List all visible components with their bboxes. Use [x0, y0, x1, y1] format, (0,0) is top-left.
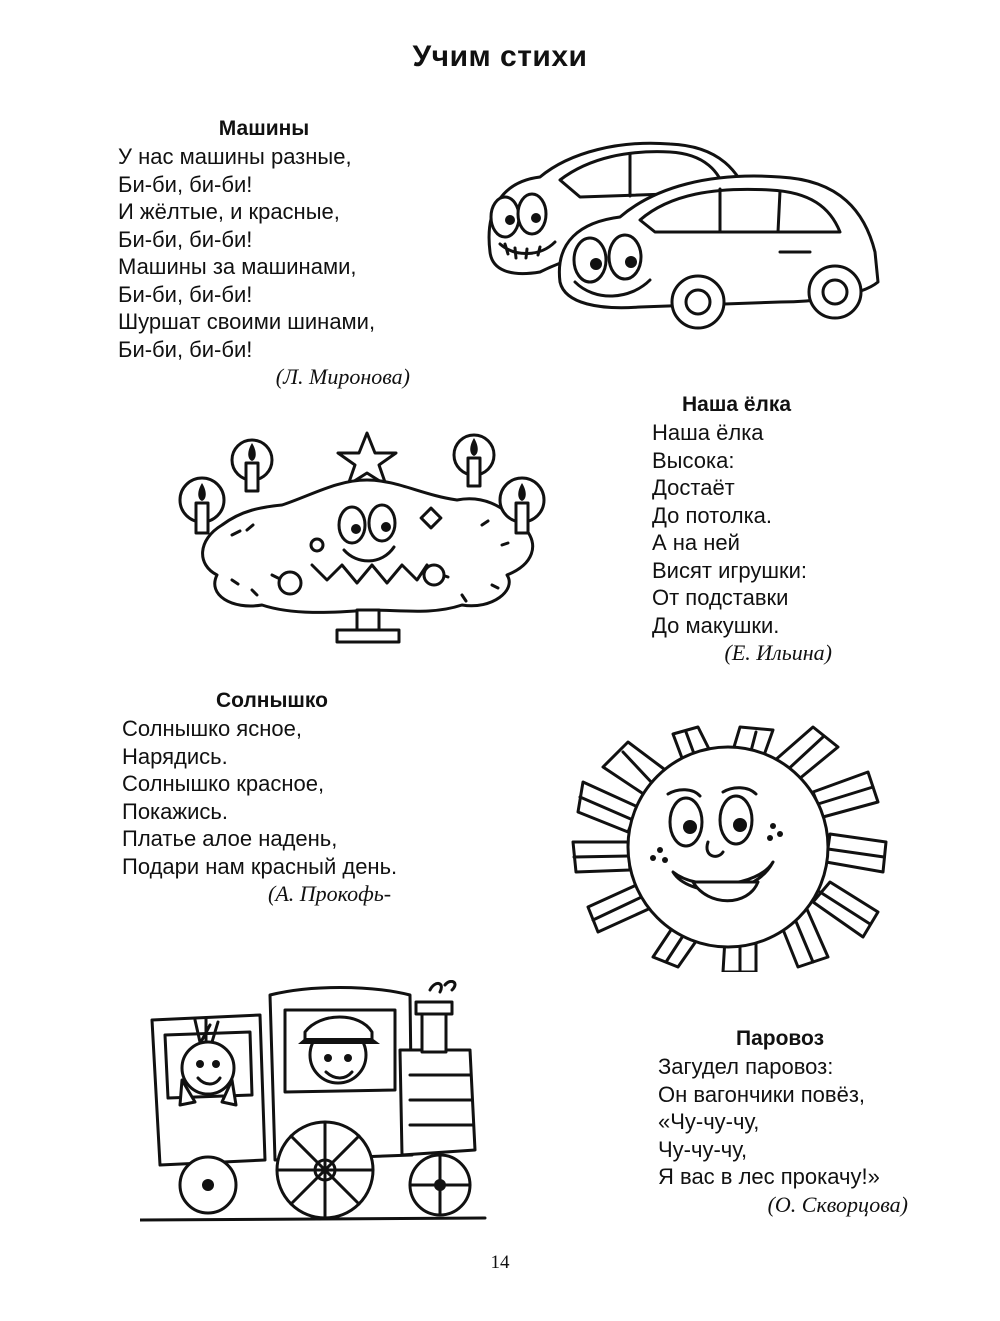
sun-illustration — [568, 722, 888, 972]
poem-line: От подставки — [652, 585, 789, 610]
poem-line: Чу-чу-чу, — [658, 1136, 748, 1162]
poem-line: Загудел паровоз: — [658, 1054, 834, 1079]
poem-tree — [652, 393, 832, 667]
poem-line: Высока: — [652, 447, 735, 473]
poem-author: (А. Прокофь- — [268, 881, 392, 906]
poem-author: (О. Скворцова) — [767, 1191, 908, 1217]
poem-line: Машины за машинами, — [118, 254, 357, 279]
poem-line: Он вагончики повёз, — [658, 1081, 866, 1107]
poem-author: (Л. Миронова) — [275, 364, 410, 389]
poem-title: Наша ёлка — [682, 393, 792, 416]
poem-line: Би-би, би-би! — [118, 171, 253, 197]
poem-line: Достаёт — [652, 475, 735, 500]
poem-line: И жёлтые, и красные, — [118, 199, 340, 224]
poem-line: Висят игрушки: — [652, 557, 808, 583]
page-number: 14 — [490, 1252, 510, 1273]
poem-line: У нас машины разные, — [118, 144, 352, 169]
poem-line: Солнышко ясное, — [122, 716, 302, 741]
poem-line: А на ней — [652, 530, 740, 555]
poem-line: Шуршат своими шинами, — [118, 309, 376, 334]
poem-line: Платье алое надень, — [122, 826, 338, 851]
poem-line: Подари нам красный день. — [122, 853, 398, 879]
poem-cars — [118, 117, 410, 391]
train-illustration — [140, 980, 490, 1230]
poem-line: Я вас в лес прокачу!» — [658, 1164, 880, 1189]
cars-illustration — [480, 132, 890, 352]
poem-title: Паровоз — [736, 1027, 825, 1050]
poem-title: Машины — [218, 117, 310, 140]
poem-sun — [122, 689, 422, 908]
poem-title: Солнышко — [216, 689, 328, 712]
poem-line: Покажись. — [122, 798, 228, 824]
poem-line: Солнышко красное, — [122, 771, 325, 796]
poem-author: (Е. Ильина) — [724, 640, 832, 665]
poem-line: Нарядись. — [122, 743, 228, 769]
poem-line: До макушки. — [652, 612, 780, 638]
page-title: Учим стихи — [412, 40, 588, 73]
poem-line: Би-би, би-би! — [118, 281, 253, 307]
poem-train — [658, 1027, 908, 1219]
christmas-tree-illustration — [162, 425, 562, 650]
poem-line: «Чу-чу-чу, — [658, 1109, 760, 1134]
poem-line: Би-би, би-би! — [118, 226, 253, 252]
poem-line: До потолка. — [652, 502, 773, 528]
poem-line: Би-би, би-би! — [118, 336, 253, 362]
poem-line: Наша ёлка — [652, 420, 764, 445]
